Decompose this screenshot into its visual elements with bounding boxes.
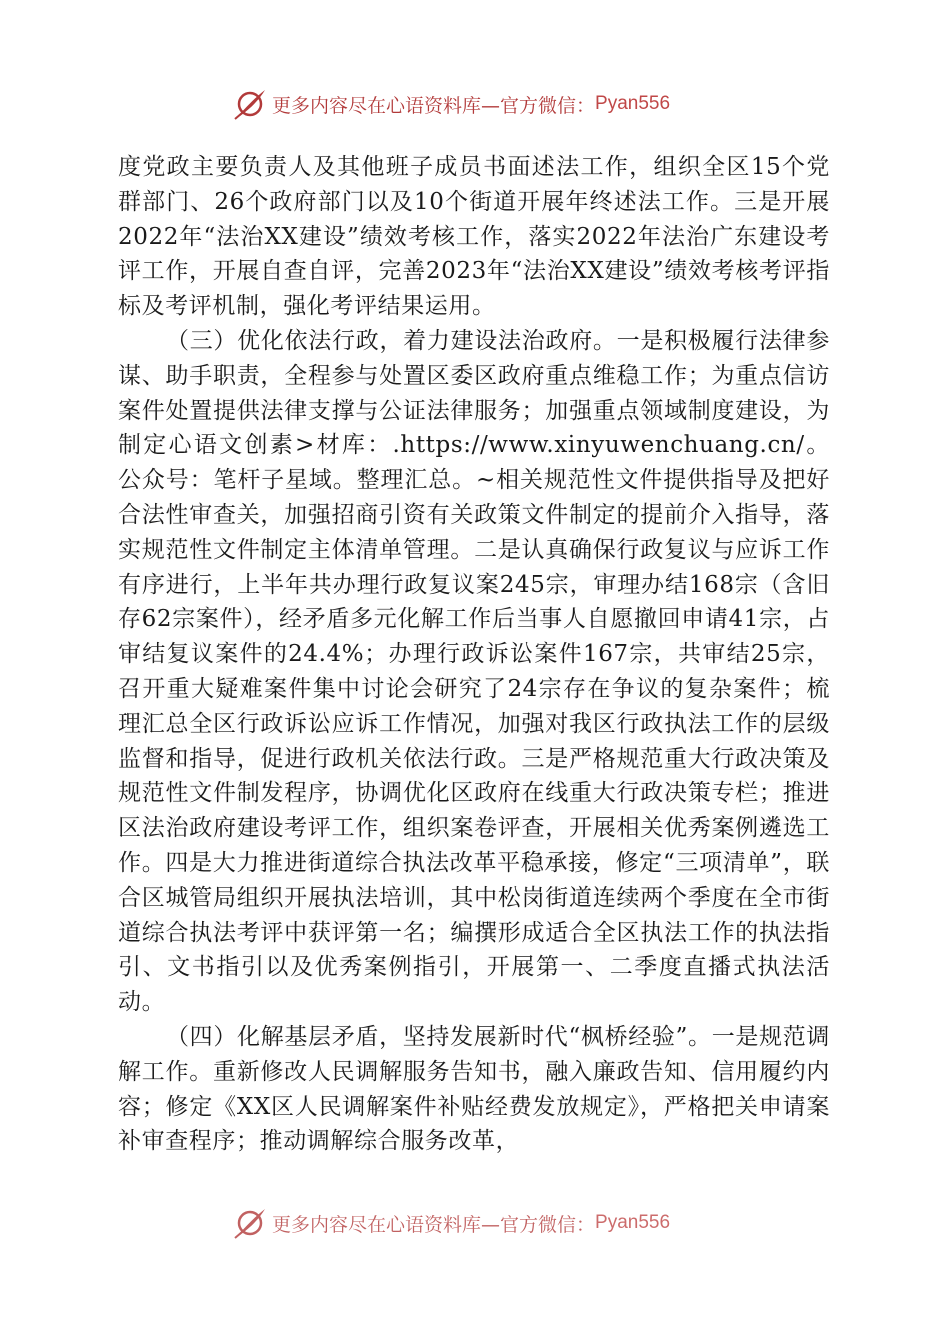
paragraph-1: 度党政主要负责人及其他班子成员书面述法工作，组织全区15个党群部门、26个政府部门以及10个街道开展年终述法工作。三是开展2022年“法治XX建设”绩效考核工作，落实2022年法治广东建设考评工作，开展自查自评，完善2023年“法治XX建设”绩效考核考评指标及考评机制，强化考评结果运用。	[118, 154, 830, 320]
banner-text: 更多内容尽在心语资料库—官方微信：	[272, 94, 596, 117]
paragraph-2: （三）优化依法行政，着力建设法治政府。一是积极履行法律参谋、助手职责，全程参与处置区委区政府重点维稳工作；为重点信访案件处置提供法律支撑与公证法律服务；加强重点领域制度建设，为制定心语文创素>材库：.https://www.xinyuwenchuang.cn/。公众号：笔杆子星域。整理汇总。~相关规范性文件提供指导及把好合法性审查关，加强招商引资有关政策文件制定的提前介入指导，落实规范性文件制定主体清单管理。二是认真确保行政复议与应诉工作有序进行，上半年共办理行政复议案245宗，审理办结168宗（含旧存62宗案件），经矛盾多元化解工作后当事人自愿撤回申请41宗，占审结复议案件的24.4%；办理行政诉讼案件167宗，共审结25宗，召开重大疑难案件集中讨论会研究了24宗存在争议的复杂案件；梳理汇总全区行政诉讼应诉工作情况，加强对我区行政执法工作的层级监督和指导，促进行政机关依法行政。三是严格规范重大行政决策及规范性文件制发程序，协调优化区政府在线重大行政决策专栏；推进区法治政府建设考评工作，组织案卷评查，开展相关优秀案例遴选工作。四是大力推进街道综合执法改革平稳承接，修定“三项清单”，联合区城管局组织开展执法培训，其中松岗街道连续两个季度在全市街道综合执法考评中获评第一名；编撰形成适合全区执法工作的执法指引、文书指引以及优秀案例指引，开展第一、二季度直播式执法活动。	[118, 327, 830, 1016]
footer-watermark-banner	[232, 1203, 752, 1243]
document-body	[118, 150, 830, 1159]
paragraph-3: （四）化解基层矛盾，坚持发展新时代“枫桥经验”。一是规范调解工作。重新修改人民调解服务告知书，融入廉政告知、信用履约内容；修定《XX区人民调解案件补贴经费发放规定》，严格把关申请案补审查程序；推动调解综合服务改革，	[118, 1023, 830, 1155]
quill-logo-icon	[232, 86, 268, 122]
header-watermark-banner	[232, 84, 752, 124]
banner-text: 更多内容尽在心语资料库—官方微信：	[272, 1213, 596, 1236]
quill-logo-icon	[232, 1205, 268, 1241]
banner-wechat-id: Pyan556	[595, 1212, 671, 1233]
banner-wechat-id: Pyan556	[595, 93, 671, 114]
